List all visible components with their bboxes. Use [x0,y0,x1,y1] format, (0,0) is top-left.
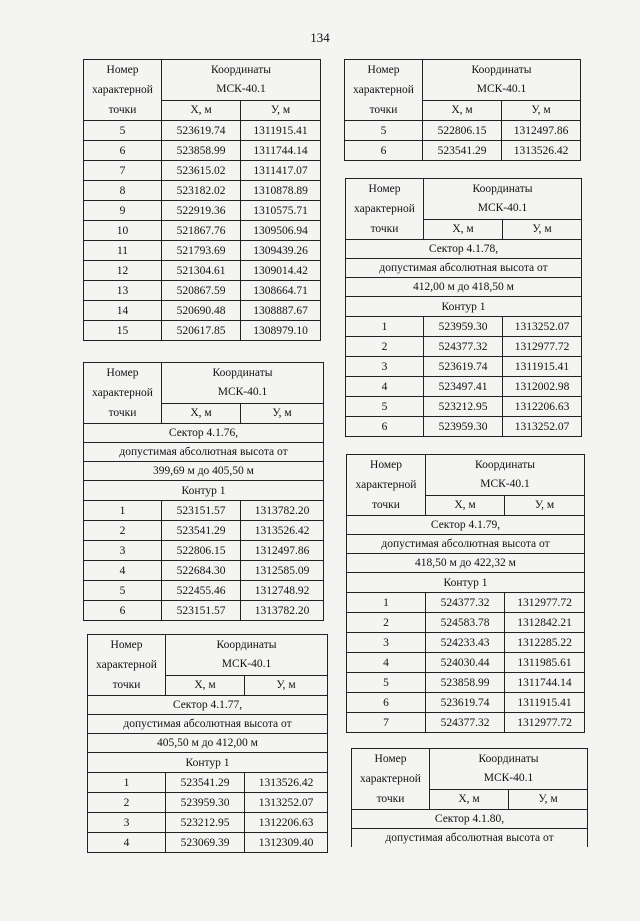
x-coordinate-cell: 524377.32 [424,337,503,357]
table-row [84,141,321,161]
x-coordinate-cell: 522806.15 [162,541,241,561]
y-coordinate-cell: 1312977.72 [503,337,582,357]
table-row [346,317,582,337]
table-row [346,377,582,397]
point-number-cell: 6 [347,693,426,713]
table-row [88,833,328,853]
y-coordinate-cell: 1312748.92 [241,581,324,601]
table-row [347,613,585,633]
y-coordinate-cell: 1312309.40 [245,833,328,853]
x-coordinate-cell: 523959.30 [424,317,503,337]
point-number-cell: 4 [84,561,162,581]
table-row [84,541,324,561]
point-number-cell: 6 [84,141,162,161]
x-coordinate-cell: 523497.41 [424,377,503,397]
point-number-cell: 6 [84,601,162,621]
x-column-header: Х, м [430,789,509,810]
x-coordinate-cell: 523151.57 [162,601,241,621]
x-coordinate-cell: 522455.46 [162,581,241,601]
coordinate-system-header: МСК-40.1 [424,199,582,219]
point-number-cell: 2 [347,613,426,633]
point-number-cell: 5 [345,121,423,141]
point-number-header: Номер характерной точки [345,60,423,121]
y-coordinate-cell: 1310575.71 [241,201,321,221]
x-coordinate-cell: 520617.85 [162,321,241,341]
x-coordinate-cell: 524377.32 [426,593,505,613]
x-coordinate-cell: 524583.78 [426,613,505,633]
y-coordinate-cell: 1308664.71 [241,281,321,301]
table-row [84,181,321,201]
coordinates-table-1 [83,59,321,341]
table-row [84,241,321,261]
x-coordinate-cell: 523541.29 [166,773,245,793]
y-coordinate-cell: 1308979.10 [241,321,321,341]
sector-title: Сектор 4.1.76, [84,424,324,443]
y-coordinate-cell: 1311417.07 [241,161,321,181]
x-column-header: Х, м [426,495,505,516]
table-row [84,601,324,621]
x-coordinate-cell: 523182.02 [162,181,241,201]
point-number-cell: 14 [84,301,162,321]
point-number-header: Номер характерной точки [88,635,166,696]
coordinates-table-sector-4-1-78 [345,178,582,437]
y-coordinate-cell: 1312977.72 [505,713,585,733]
y-coordinate-cell: 1311744.14 [241,141,321,161]
table-row [88,793,328,813]
coordinates-header: Координаты [166,635,328,655]
table-row [84,161,321,181]
table-row [346,357,582,377]
point-number-cell: 5 [84,121,162,141]
y-coordinate-cell: 1312285.22 [505,633,585,653]
coordinates-table-sector-4-1-80 [351,748,588,847]
y-coordinate-cell: 1311985.61 [505,653,585,673]
x-column-header: Х, м [166,675,245,696]
point-number-cell: 15 [84,321,162,341]
y-coordinate-cell: 1312497.86 [241,541,324,561]
table-row [347,593,585,613]
y-coordinate-cell: 1311915.41 [505,693,585,713]
sector-height-range: 412,00 м до 418,50 м [346,278,582,297]
x-coordinate-cell: 523619.74 [162,121,241,141]
sector-title: Сектор 4.1.77, [88,696,328,715]
sector-description: допустимая абсолютная высота от [347,535,585,554]
x-coordinate-cell: 521304.61 [162,261,241,281]
x-coordinate-cell: 523212.95 [166,813,245,833]
sector-height-range: 418,50 м до 422,32 м [347,554,585,573]
table-row [88,813,328,833]
y-coordinate-cell: 1312842.21 [505,613,585,633]
point-number-header: Номер характерной точки [347,455,426,516]
point-number-cell: 7 [84,161,162,181]
table-row [84,281,321,301]
point-number-cell: 13 [84,281,162,301]
x-coordinate-cell: 524377.32 [426,713,505,733]
point-number-cell: 7 [347,713,426,733]
y-column-header: У, м [241,100,321,121]
point-number-header: Номер характерной точки [346,179,424,240]
coordinates-table-sector-4-1-76 [83,362,324,621]
table-row [84,201,321,221]
y-coordinate-cell: 1308887.67 [241,301,321,321]
y-coordinate-cell: 1312585.09 [241,561,324,581]
x-coordinate-cell: 523212.95 [424,397,503,417]
x-coordinate-cell: 523151.57 [162,501,241,521]
table-row [84,501,324,521]
point-number-header: Номер характерной точки [84,60,162,121]
x-coordinate-cell: 523858.99 [162,141,241,161]
table-row [347,653,585,673]
table-row [345,121,581,141]
x-coordinate-cell: 523959.30 [166,793,245,813]
table-row [347,713,585,733]
point-number-cell: 9 [84,201,162,221]
x-coordinate-cell: 523619.74 [424,357,503,377]
coordinates-table-4 [344,59,581,161]
x-coordinate-cell: 523541.29 [162,521,241,541]
y-coordinate-cell: 1310878.89 [241,181,321,201]
table-row [346,417,582,437]
point-number-cell: 1 [346,317,424,337]
page-number: 134 [310,30,330,45]
x-coordinate-cell: 523619.74 [426,693,505,713]
point-number-cell: 10 [84,221,162,241]
x-coordinate-cell: 520867.59 [162,281,241,301]
coordinate-system-header: МСК-40.1 [166,655,328,675]
table-row [84,561,324,581]
x-coordinate-cell: 521793.69 [162,241,241,261]
sector-title: Сектор 4.1.79, [347,516,585,535]
y-column-header: У, м [505,495,585,516]
sector-title: Сектор 4.1.78, [346,240,582,259]
y-coordinate-cell: 1313252.07 [245,793,328,813]
point-number-header: Номер характерной точки [84,363,162,424]
point-number-cell: 1 [347,593,426,613]
coordinate-system-header: МСК-40.1 [162,80,321,100]
x-column-header: Х, м [423,100,502,121]
point-number-cell: 4 [88,833,166,853]
table-row [84,301,321,321]
table-row [347,633,585,653]
table-row [346,337,582,357]
contour-label: Контур 1 [88,753,328,773]
point-number-cell: 8 [84,181,162,201]
y-coordinate-cell: 1311915.41 [241,121,321,141]
table-row [347,693,585,713]
contour-label: Контур 1 [84,481,324,501]
point-number-cell: 2 [84,521,162,541]
y-coordinate-cell: 1312002.98 [503,377,582,397]
coordinates-table-sector-4-1-77 [87,634,328,853]
point-number-cell: 6 [346,417,424,437]
coordinate-system-header: МСК-40.1 [162,383,324,403]
y-column-header: У, м [241,403,324,424]
sector-description: допустимая абсолютная высота от [346,259,582,278]
point-number-cell: 2 [88,793,166,813]
sector-title: Сектор 4.1.80, [352,810,588,829]
sector-description: допустимая абсолютная высота от [88,715,328,734]
table-row [84,321,321,341]
y-coordinate-cell: 1311915.41 [503,357,582,377]
contour-label: Контур 1 [347,573,585,593]
coordinate-system-header: МСК-40.1 [423,80,581,100]
x-coordinate-cell: 521867.76 [162,221,241,241]
point-number-cell: 1 [84,501,162,521]
y-coordinate-cell: 1313526.42 [241,521,324,541]
y-coordinate-cell: 1309506.94 [241,221,321,241]
point-number-cell: 6 [345,141,423,161]
y-column-header: У, м [502,100,581,121]
y-coordinate-cell: 1313252.07 [503,317,582,337]
contour-label: Контур 1 [346,297,582,317]
table-row [84,581,324,601]
table-row [345,141,581,161]
x-coordinate-cell: 524233.43 [426,633,505,653]
sector-description: допустимая абсолютная высота от [84,443,324,462]
x-column-header: Х, м [424,219,503,240]
y-coordinate-cell: 1312977.72 [505,593,585,613]
point-number-cell: 3 [84,541,162,561]
y-coordinate-cell: 1312206.63 [503,397,582,417]
sector-description: допустимая абсолютная высота от [352,829,588,848]
x-coordinate-cell: 522919.36 [162,201,241,221]
point-number-cell: 3 [346,357,424,377]
point-number-cell: 4 [346,377,424,397]
point-number-cell: 4 [347,653,426,673]
coordinates-table-sector-4-1-79 [346,454,585,733]
point-number-cell: 12 [84,261,162,281]
y-coordinate-cell: 1309439.26 [241,241,321,261]
y-coordinate-cell: 1312497.86 [502,121,581,141]
table-row [347,673,585,693]
x-coordinate-cell: 523069.39 [166,833,245,853]
coordinates-header: Координаты [162,363,324,383]
y-coordinate-cell: 1312206.63 [245,813,328,833]
point-number-cell: 5 [346,397,424,417]
coordinate-system-header: МСК-40.1 [430,769,588,789]
point-number-cell: 3 [88,813,166,833]
y-column-header: У, м [245,675,328,696]
table-row [346,397,582,417]
coordinates-header: Координаты [430,749,588,769]
y-column-header: У, м [503,219,582,240]
y-column-header: У, м [509,789,588,810]
point-number-cell: 2 [346,337,424,357]
x-column-header: Х, м [162,100,241,121]
y-coordinate-cell: 1313526.42 [502,141,581,161]
table-row [84,121,321,141]
x-coordinate-cell: 523615.02 [162,161,241,181]
x-column-header: Х, м [162,403,241,424]
coordinate-system-header: МСК-40.1 [426,475,585,495]
coordinates-header: Координаты [423,60,581,80]
point-number-header: Номер характерной точки [352,749,430,810]
table-row [88,773,328,793]
point-number-cell: 1 [88,773,166,793]
x-coordinate-cell: 522684.30 [162,561,241,581]
x-coordinate-cell: 524030.44 [426,653,505,673]
sector-height-range: 405,50 м до 412,00 м [88,734,328,753]
y-coordinate-cell: 1313782.20 [241,501,324,521]
y-coordinate-cell: 1311744.14 [505,673,585,693]
x-coordinate-cell: 520690.48 [162,301,241,321]
coordinates-header: Координаты [162,60,321,80]
x-coordinate-cell: 523858.99 [426,673,505,693]
y-coordinate-cell: 1313252.07 [503,417,582,437]
x-coordinate-cell: 523541.29 [423,141,502,161]
coordinates-header: Координаты [426,455,585,475]
x-coordinate-cell: 523959.30 [424,417,503,437]
point-number-cell: 5 [84,581,162,601]
sector-height-range: 399,69 м до 405,50 м [84,462,324,481]
y-coordinate-cell: 1313782.20 [241,601,324,621]
coordinates-header: Координаты [424,179,582,199]
table-row [84,221,321,241]
y-coordinate-cell: 1309014.42 [241,261,321,281]
table-row [84,521,324,541]
point-number-cell: 5 [347,673,426,693]
table-row [84,261,321,281]
y-coordinate-cell: 1313526.42 [245,773,328,793]
point-number-cell: 11 [84,241,162,261]
x-coordinate-cell: 522806.15 [423,121,502,141]
point-number-cell: 3 [347,633,426,653]
